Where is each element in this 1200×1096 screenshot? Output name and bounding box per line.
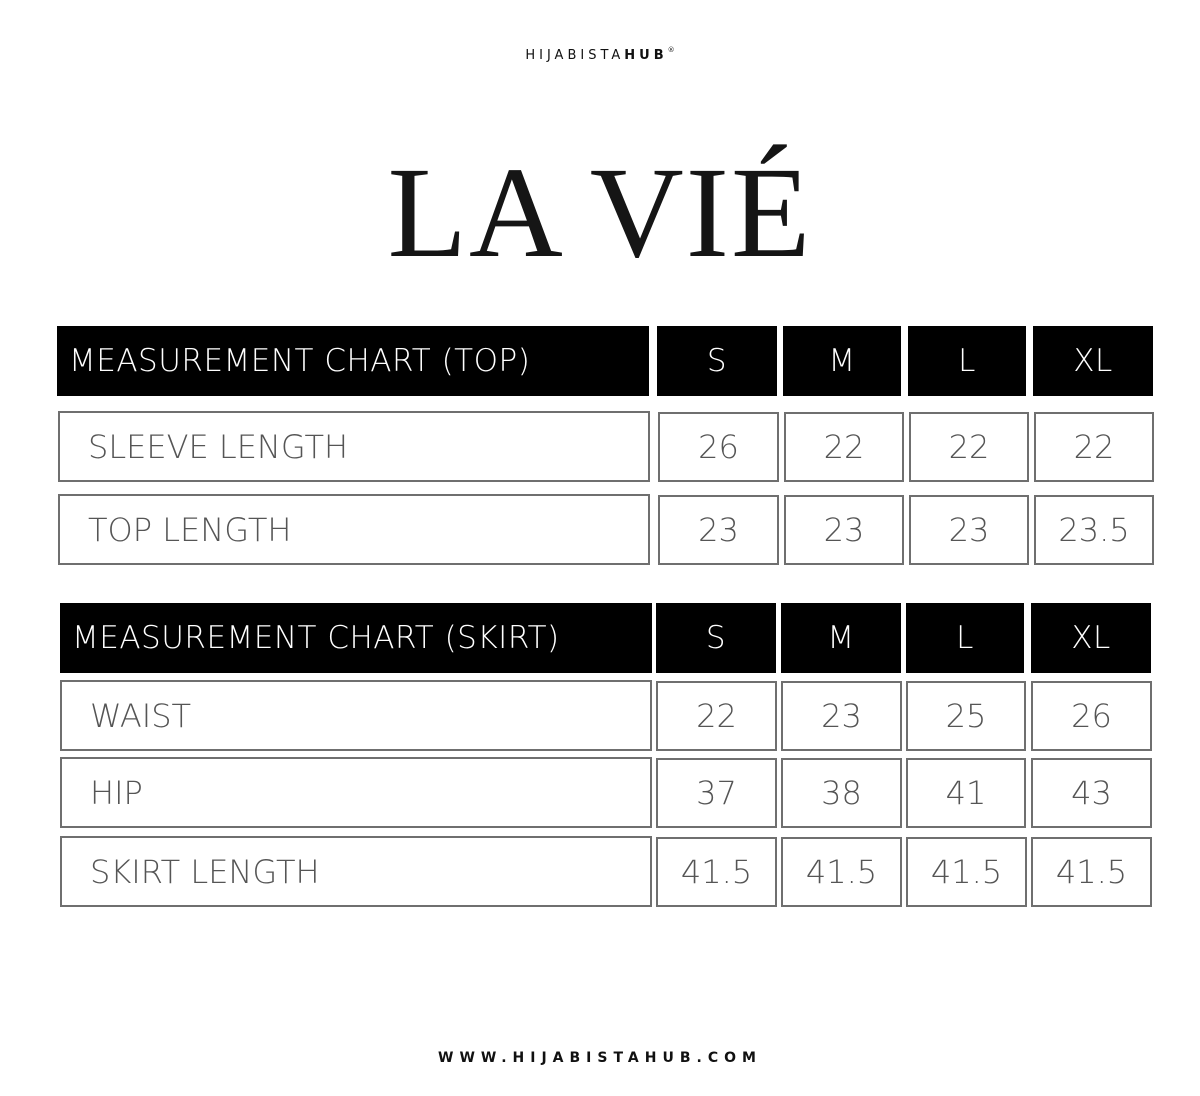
table-cell: 26 (1031, 681, 1152, 751)
table-cell: 22 (909, 412, 1029, 482)
table-cell: 41 (906, 758, 1026, 828)
skirt-size-s: S (656, 603, 776, 673)
top-chart-header: MEASUREMENT CHART (TOP) (57, 326, 649, 396)
table-cell: 22 (656, 681, 777, 751)
skirt-size-l: L (906, 603, 1024, 673)
website-url: WWW.HIJABISTAHUB.COM (438, 1050, 762, 1066)
table-cell: 41.5 (781, 837, 902, 907)
skirt-size-m: M (781, 603, 901, 673)
brand-name-part1: HIJABISTA (525, 48, 625, 63)
row-label-top-length: TOP LENGTH (58, 494, 650, 565)
table-cell: 37 (656, 758, 777, 828)
row-label-skirt-length: SKIRT LENGTH (60, 836, 652, 907)
top-size-xl: XL (1033, 326, 1153, 396)
brand-name-part2: HUB (624, 48, 668, 63)
table-cell: 26 (658, 412, 779, 482)
row-label-sleeve-length: SLEEVE LENGTH (58, 411, 650, 482)
table-cell: 25 (906, 681, 1026, 751)
skirt-size-xl: XL (1031, 603, 1151, 673)
table-cell: 23.5 (1034, 495, 1154, 565)
table-cell: 38 (781, 758, 902, 828)
page-title: LA VIÉ (387, 141, 813, 285)
row-label-waist: WAIST (60, 680, 652, 751)
table-cell: 23 (784, 495, 904, 565)
registered-mark: ® (667, 46, 675, 54)
table-cell: 23 (781, 681, 902, 751)
top-size-l: L (908, 326, 1026, 396)
table-cell: 22 (1034, 412, 1154, 482)
table-cell: 41.5 (1031, 837, 1152, 907)
table-cell: 43 (1031, 758, 1152, 828)
table-cell: 41.5 (906, 837, 1027, 907)
table-cell: 41.5 (656, 837, 777, 907)
top-size-s: S (657, 326, 777, 396)
row-label-hip: HIP (60, 757, 652, 828)
table-cell: 23 (658, 495, 779, 565)
skirt-chart-header: MEASUREMENT CHART (SKIRT) (60, 603, 652, 673)
table-cell: 23 (909, 495, 1029, 565)
brand-logo (0, 48, 1200, 63)
table-cell: 22 (784, 412, 904, 482)
top-size-m: M (783, 326, 901, 396)
